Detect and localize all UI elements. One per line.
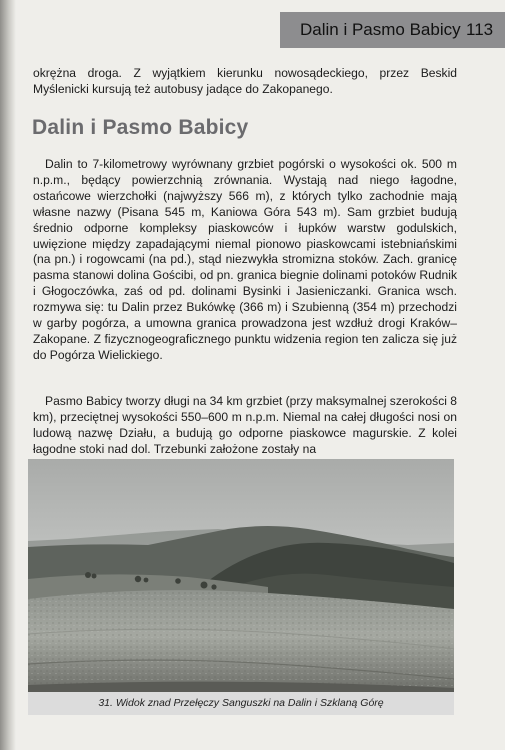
section-heading: Dalin i Pasmo Babicy — [32, 116, 249, 139]
page-gutter-shadow — [0, 0, 16, 750]
running-header — [280, 12, 505, 48]
body-paragraph-1: Dalin to 7-kilometrowy wyrównany grzbiet pogórski o wysokości ok. 500 m n.p.m., będący powierzchnią zrównania. Wystają nad niego łagodne, ostańcowe wierzchołki (najwyższy 566 m), z których tylko zachodnie mają własne nazwy (Pisana 545 m, Kaniowa Góra 543 m). Sam grzbiet budują średnio odporne kompleksy piaskowców i łupków warstw godulskich, uwięzione między zapadającymi niemal pionowo piaskowcami istebniańskimi (na pn.) i rogowcami (na pd.), stąd niezwykła stromizna stoków. Zach. granicę pasma stanowi dolina Gościbi, od pn. granica biegnie dolinami potoków Rudnik i Głogoczówka, zaś od pd. dolinami Bysinki i Jasieniczanki. Granica wsch. rozmywa się: tu Dalin przez Bukówkę (366 m) i Szubienną (354 m) przechodzi w garby pogórza, a umowna granica prowadzona jest wzdłuż drogi Kraków–Zakopane. Z fizycznogeograficznego punktu widzenia region ten zalicza się już do Pogórza Wielickiego. — [33, 157, 457, 362]
running-header-title: Dalin i Pasmo Babicy — [300, 20, 461, 39]
landscape-photo — [28, 459, 454, 692]
intro-paragraph: okrężna droga. Z wyjątkiem kierunku nowosądeckiego, przez Beskid Myślenicki kursują też autobusy jadące do Zakopanego. — [33, 66, 457, 96]
page-number: 113 — [466, 20, 494, 39]
body-paragraph-2: Pasmo Babicy tworzy długi na 34 km grzbiet (przy maksymalnej szerokości 8 km), przeciętnej wysokości 550–600 m n.p.m. Niemal na całej długości nosi on ludową nazwę Działu, a budują go odporne piaskowce magurskie. Z kolei łagodne stoki nad dol. Trzebunki założone zostały na — [33, 394, 458, 456]
photo-caption: 31. Widok znad Przełęczy Sanguszki na Dalin i Szklaną Górę — [28, 692, 454, 715]
